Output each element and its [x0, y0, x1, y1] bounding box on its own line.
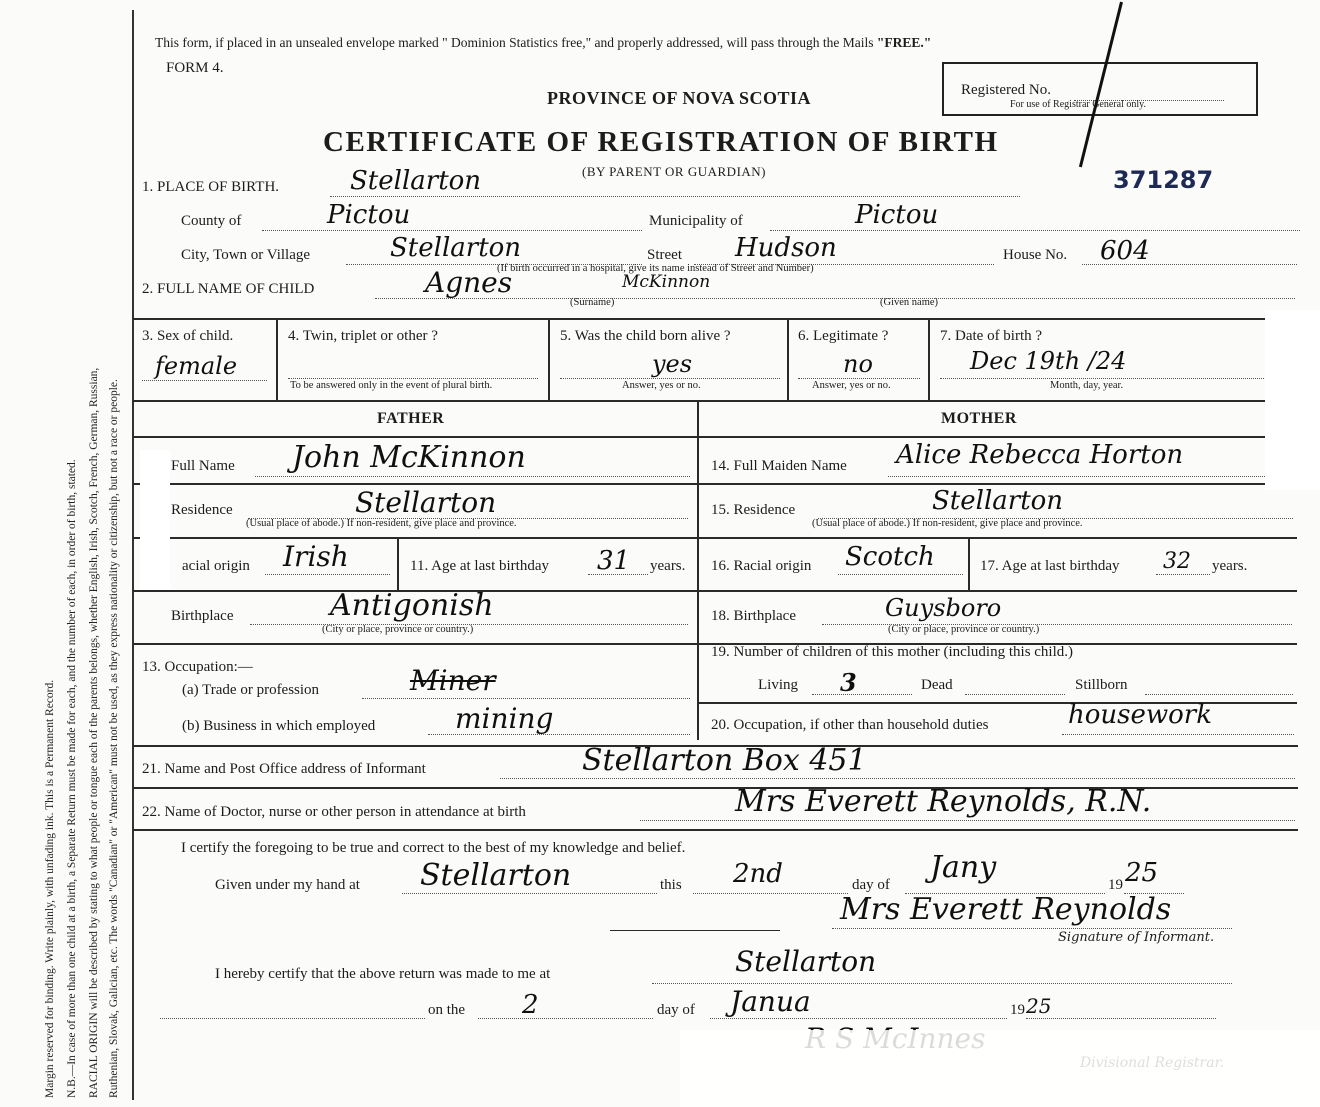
- living-label: Living: [758, 677, 798, 693]
- mother-heading: MOTHER: [941, 410, 1017, 427]
- street-value: Hudson: [735, 233, 837, 263]
- given-under-label: Given under my hand at: [215, 877, 360, 893]
- registrar-year-prefix: 19: [1010, 1002, 1025, 1018]
- redaction-patch: [680, 1030, 1320, 1107]
- registrar-statement: I hereby certify that the above return was made to me at: [215, 966, 551, 982]
- binding-rule: [132, 10, 134, 1100]
- surname-caption: (Surname): [570, 297, 615, 308]
- child-surname: McKinnon: [622, 272, 711, 292]
- given-year-value: 25: [1125, 858, 1159, 888]
- child-given-name: Agnes: [425, 266, 513, 299]
- house-no-value: 604: [1100, 236, 1150, 266]
- registrar-year-value: 25: [1026, 994, 1052, 1018]
- father-racial-value: Irish: [283, 540, 349, 573]
- living-value: 3: [840, 668, 857, 697]
- place-of-birth-label: 1. PLACE OF BIRTH.: [142, 179, 280, 195]
- mother-birthplace-note: (City or place, province or country.): [888, 624, 1040, 635]
- occupation-label: 13. Occupation:—: [142, 659, 253, 675]
- city-value: Stellarton: [390, 233, 522, 263]
- sex-value: female: [155, 352, 238, 380]
- street-label: Street: [647, 247, 682, 263]
- mother-racial-label: 16. Racial origin: [711, 558, 812, 574]
- given-name-caption: (Given name): [880, 297, 939, 308]
- born-alive-value: yes: [652, 350, 693, 378]
- mother-age-label: 17. Age at last birthday: [980, 558, 1120, 574]
- margin-note-racial-origin: RACIAL ORIGIN will be described by stating to what people or tongue each of the parents belongs, whether English, Irish, Scotch, French, German, Russian,: [88, 367, 100, 1098]
- father-name-value: John McKinnon: [292, 440, 526, 475]
- registrar-use-note: For use of Registrar General only.: [1010, 99, 1146, 110]
- registrar-day-value: 2: [522, 990, 539, 1020]
- informant-label: 21. Name and Post Office address of Informant: [142, 761, 426, 777]
- postal-notice-free: "FREE.": [876, 35, 932, 50]
- city-label: City, Town or Village: [181, 247, 311, 263]
- hospital-note: (If birth occurred in a hospital, give its name instead of Street and Number): [497, 263, 814, 274]
- date-of-birth-value: Dec 19th /24: [970, 347, 1127, 375]
- margin-note-plural-birth: N.B.—In case of more than one child at a birth, a Separate Return must be made for each, and the number of each, in order of birth, stated.: [66, 459, 78, 1098]
- year-prefix: 19: [1108, 877, 1123, 893]
- mother-occupation-value: housework: [1068, 700, 1212, 730]
- father-birthplace-value: Antigonish: [330, 588, 494, 623]
- date-of-birth-note: Month, day, year.: [1050, 380, 1124, 391]
- legitimate-note: Answer, yes or no.: [812, 380, 891, 391]
- informant-signature: Mrs Everett Reynolds: [840, 892, 1172, 927]
- doctor-value: Mrs Everett Reynolds, R.N.: [735, 784, 1152, 819]
- place-of-birth-value: Stellarton: [350, 166, 482, 196]
- stillborn-label: Stillborn: [1075, 677, 1128, 693]
- father-residence-value: Stellarton: [355, 486, 497, 519]
- postal-notice: [155, 35, 931, 51]
- house-no-label: House No.: [1003, 247, 1068, 263]
- mother-birthplace-value: Guysboro: [885, 594, 1002, 622]
- dead-label: Dead: [921, 677, 953, 693]
- doctor-label: 22. Name of Doctor, nurse or other person in attendance at birth: [142, 804, 526, 820]
- postal-notice-text: This form, if placed in an unsealed envelope marked " Dominion Statistics free," and properly addressed, will pass through the Mails: [155, 35, 874, 50]
- children-count-label: 19. Number of children of this mother (including this child.): [711, 644, 1074, 660]
- twin-label: 4. Twin, triplet or other ?: [288, 328, 438, 344]
- born-alive-note: Answer, yes or no.: [622, 380, 701, 391]
- margin-note-racial-origin-2: Ruthenian, Slovak, Galician, etc. The words "Canadian" or "American" must not be used, as they express nationality or citizenship, but not a race or people.: [108, 379, 120, 1098]
- certificate-title: CERTIFICATE OF REGISTRATION OF BIRTH: [323, 126, 999, 158]
- legitimate-value: no: [843, 350, 873, 378]
- father-racial-label: acial origin: [182, 558, 250, 574]
- on-the-label: on the: [428, 1002, 466, 1018]
- given-place-value: Stellarton: [420, 858, 572, 893]
- mother-residence-note: (Usual place of abode.) If non-resident, give place and province.: [812, 518, 1083, 529]
- business-label: (b) Business in which employed: [182, 718, 376, 734]
- county-value: Pictou: [327, 200, 411, 230]
- registered-no-label: Registered No.: [961, 82, 1051, 98]
- certificate-subtitle: (BY PARENT OR GUARDIAN): [582, 164, 767, 179]
- father-years-label: years.: [650, 558, 686, 574]
- informant-value: Stellarton Box 451: [582, 743, 867, 778]
- trade-label: (a) Trade or profession: [182, 682, 320, 698]
- date-of-birth-label: 7. Date of birth ?: [940, 328, 1043, 344]
- mother-residence-label: 15. Residence: [711, 502, 796, 518]
- father-age-value: 31: [597, 546, 631, 576]
- redaction-patch: [1265, 310, 1320, 490]
- mother-age-value: 32: [1163, 549, 1191, 574]
- mother-name-label: 14. Full Maiden Name: [711, 458, 847, 474]
- province-heading: PROVINCE OF NOVA SCOTIA: [547, 88, 812, 108]
- informant-signature-caption: Signature of Informant.: [1058, 930, 1215, 945]
- father-residence-note: (Usual place of abode.) If non-resident, give place and province.: [246, 518, 517, 529]
- mother-racial-value: Scotch: [845, 542, 935, 572]
- county-label: County of: [181, 213, 242, 229]
- margin-note-binding: Margin reserved for binding. Write plainly, with unfading ink. This is a Permanent Record.: [44, 679, 56, 1098]
- father-name-label: Full Name: [171, 458, 235, 474]
- certify-statement: I certify the foregoing to be true and correct to the best of my knowledge and belief.: [181, 840, 686, 856]
- registrar-day-of-label: day of: [657, 1002, 695, 1018]
- redaction-patch: [140, 450, 170, 590]
- day-of-label: day of: [852, 877, 890, 893]
- sex-label: 3. Sex of child.: [142, 328, 234, 344]
- given-month-value: Jany: [930, 850, 997, 885]
- this-label: this: [660, 877, 682, 893]
- child-name-label: 2. FULL NAME OF CHILD: [142, 281, 315, 297]
- municipality-label: Municipality of: [649, 213, 743, 229]
- mother-years-label: years.: [1212, 558, 1248, 574]
- father-residence-label: Residence: [171, 502, 233, 518]
- twin-note: To be answered only in the event of plural birth.: [290, 380, 493, 391]
- legitimate-label: 6. Legitimate ?: [798, 328, 889, 344]
- stamp-number: 371287: [1113, 166, 1214, 194]
- mother-name-value: Alice Rebecca Horton: [896, 440, 1184, 470]
- mother-residence-value: Stellarton: [932, 486, 1064, 516]
- father-heading: FATHER: [377, 410, 445, 427]
- business-value: mining: [455, 702, 554, 735]
- form-number: FORM 4.: [166, 60, 224, 76]
- mother-occupation-label: 20. Occupation, if other than household duties: [711, 717, 989, 733]
- father-age-label: 11. Age at last birthday: [410, 558, 549, 574]
- trade-value: Miner: [410, 664, 496, 697]
- mother-birthplace-label: 18. Birthplace: [711, 608, 796, 624]
- municipality-value: Pictou: [855, 200, 939, 230]
- given-day-value: 2nd: [733, 859, 783, 889]
- registrar-month-value: Janua: [730, 985, 811, 1018]
- father-birthplace-label: Birthplace: [171, 608, 234, 624]
- father-birthplace-note: (City or place, province or country.): [322, 624, 474, 635]
- born-alive-label: 5. Was the child born alive ?: [560, 328, 731, 344]
- registrar-place-value: Stellarton: [735, 945, 877, 978]
